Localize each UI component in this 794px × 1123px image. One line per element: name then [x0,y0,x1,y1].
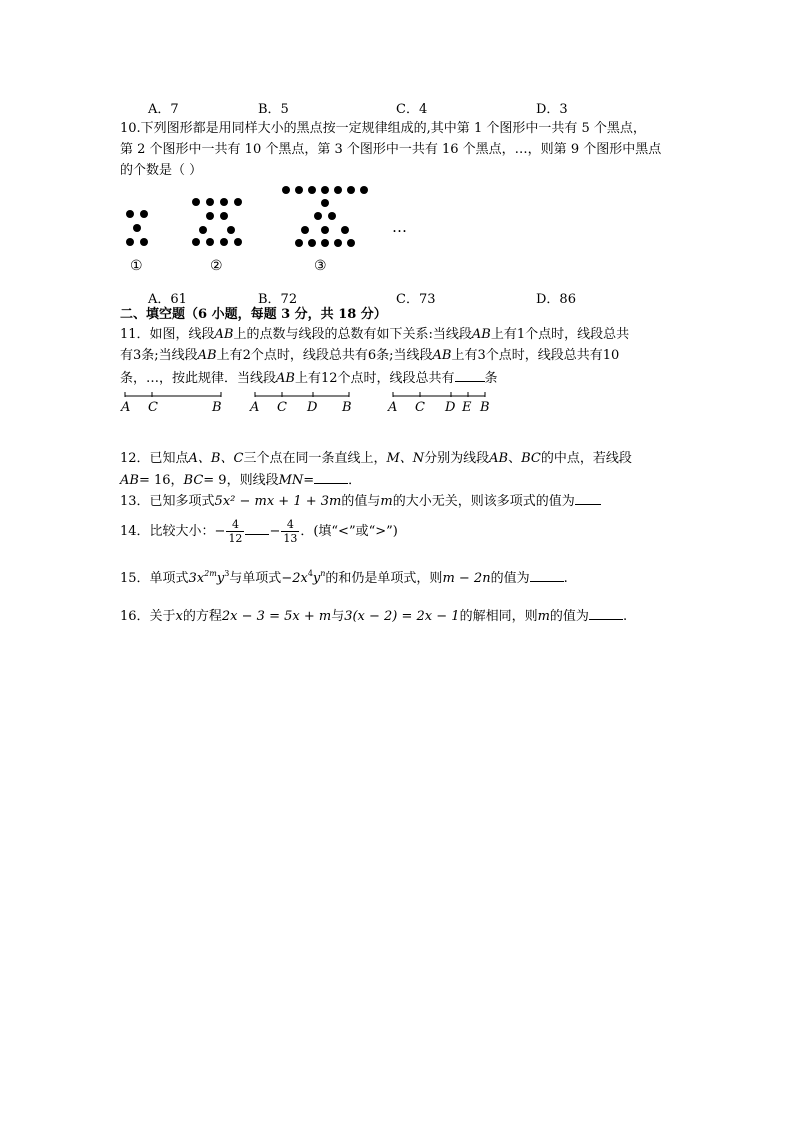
answer-blank[interactable] [455,368,485,382]
q12-text: 分别为线段 [424,451,490,466]
q10-option-c: C．73 [396,292,436,307]
dot [314,212,322,220]
q12-text: = 9，则线段 [203,473,279,488]
ellipsis: … [392,218,407,236]
q11-text: 有3条;当线段 [120,348,198,363]
dot [220,238,228,246]
answer-blank[interactable] [245,521,269,535]
q15-text: 与单项式 [229,571,282,586]
q11-line3 [120,368,680,387]
q15-text: 的值为 [490,571,530,586]
dot [206,238,214,246]
dot [347,186,355,194]
q11-text: 上的点数与线段的总数有如下关系:当线段 [233,327,472,342]
dot-figure-2 [192,198,248,250]
dot [133,224,141,232]
exponent: 2m [204,569,217,578]
dot [227,226,235,234]
dot [308,186,316,194]
q14-text: 14．比较大小：− [120,524,226,539]
q12-text: ． [348,473,362,488]
dot [347,239,355,247]
segment-ab: AB [432,348,452,363]
dot [234,238,242,246]
dot [308,239,316,247]
point-label: C [148,400,158,415]
segment-ab: AB [276,371,295,386]
dot-figure-3 [282,186,366,250]
point-label: A [121,400,131,415]
point-label: D [445,400,456,415]
fraction-4-13 [281,518,299,545]
figure-label-2: ② [210,258,223,274]
answer-blank[interactable] [530,568,564,582]
polynomial: 5x² − mx + 1 + 3m [214,494,342,509]
dot [140,238,148,246]
q13-text: 的值与 [341,494,381,509]
dot [301,226,309,234]
point-label: C [277,400,287,415]
exponent: n [320,569,326,578]
q10-option-b: B．72 [258,292,298,307]
dot [220,212,228,220]
points-mn: M、N [386,451,425,466]
points-abc: A、B、C [188,451,244,466]
q14-line [120,512,680,552]
q10-option-d: D．86 [536,292,576,307]
dot [282,186,290,194]
q10-option-a: A．61 [148,292,187,307]
q16-text: 的方程 [182,609,222,624]
numerator: 4 [281,518,299,532]
monomial-1: y [216,571,225,586]
point-label: D [307,400,318,415]
q12-text: = 16， [138,473,184,488]
monomial-2: −2x [281,571,308,586]
dot [192,238,200,246]
answer-blank[interactable] [314,470,348,484]
segment-ab: AB [197,348,217,363]
equation-2: 3(x − 2) = 2x − 1 [344,609,460,624]
dot [321,199,329,207]
equation-1: 2x − 3 = 5x + m [221,609,332,624]
q16-text: 的解相同，则 [459,609,538,624]
monomial-1: 3x [188,571,205,586]
q16-text: 16．关于 [120,609,176,624]
q11-text: 11．如图，线段 [120,327,215,342]
q13-text: 13．已知多项式 [120,494,215,509]
q11-text: 条 [484,371,498,386]
segment-ab: AB [489,451,509,466]
q12-text: = [303,473,315,488]
q16-text: 与 [331,609,345,624]
dot [206,212,214,220]
q16-text: 的值为 [549,609,589,624]
variable-m: m [380,494,393,509]
point-label: B [212,400,222,415]
denominator: 13 [283,532,298,545]
dot [360,186,368,194]
segment-bc: BC [521,451,541,466]
dot [295,239,303,247]
q13-text: 的大小无关，则该多项式的值为 [392,494,575,509]
q10-line3: 的个数是（ ） [120,163,203,178]
exponent: 4 [307,569,313,578]
q14-text: − [269,524,281,539]
denominator: 12 [228,532,243,545]
q12-text: 12．已知点 [120,451,189,466]
dot [328,212,336,220]
variable-x: x [175,609,183,624]
segment-ab: AB [120,473,139,488]
dot [321,186,329,194]
dot [199,226,207,234]
point-label: C [415,400,425,415]
q10-line1: 10.下列图形都是用同样大小的黑点按一定规律组成的,其中第 1 个图形中一共有 5 个黑点， [120,121,646,136]
dot [295,186,303,194]
numerator: 4 [226,518,244,532]
q12-text: 的中点，若线段 [540,451,632,466]
q9-option-d: D．3 [536,102,568,117]
q12-line2 [120,470,680,489]
dot [234,198,242,206]
q11-line1 [120,326,680,343]
monomial-2: y [312,571,321,586]
q16-text: . [622,609,628,624]
dot [334,186,342,194]
q9-option-c: C．4 [396,102,428,117]
fraction-4-12 [226,518,244,545]
q12-text: 三个点在同一条直线上， [243,451,387,466]
dot [341,226,349,234]
dot [321,226,329,234]
variable-m: m [537,609,550,624]
q11-text: 上有2个点时，线段总共有6条;当线段 [216,348,433,363]
exponent: 3 [224,569,230,578]
figure-label-1: ① [130,258,143,274]
segment-ab: AB [471,327,491,342]
dot [192,198,200,206]
dot [140,210,148,218]
q13-line [120,491,680,510]
point-label: E [462,400,472,415]
q11-line2 [120,347,680,364]
answer-blank[interactable] [589,606,623,620]
section-title: 二、填空题（6 小题，每题 3 分，共 18 分） [120,307,387,322]
q11-text: 上有12个点时，线段总共有 [294,371,455,386]
dot [334,239,342,247]
q12-text: 、 [508,451,522,466]
segment-ab: AB [214,327,234,342]
q16-line [120,606,680,625]
q10-line2: 第 2 个图形中一共有 10 个黑点，第 3 个图形中一共有 16 个黑点，…，则第 9 个图形中黑点 [120,142,662,157]
q9-option-b: B．5 [258,102,289,117]
point-label: B [480,400,490,415]
dot [321,239,329,247]
q15-text: 15．单项式 [120,571,189,586]
q15-text: 的和仍是单项式，则 [325,571,443,586]
point-label: A [250,400,260,415]
q15-line [120,565,680,587]
q14-text: ．(填“<”或“>”) [300,524,398,539]
dot [206,198,214,206]
q15-text: . [563,571,568,586]
q9-option-a: A．7 [148,102,179,117]
segment-bc: BC [183,473,204,488]
point-label: B [342,400,352,415]
dot [220,198,228,206]
point-label: A [388,400,398,415]
figure-label-3: ③ [314,258,327,274]
q11-text: 上有1个点时，线段总共 [490,327,630,342]
dot-figure-1 [124,210,154,250]
segment-mn: MN [278,473,304,488]
expression: m − 2n [442,571,491,586]
q12-line1 [120,450,680,467]
dot [126,238,134,246]
answer-blank[interactable] [575,491,601,505]
q11-text: 条，…，按此规律．当线段 [120,371,277,386]
q11-text: 上有3个点时，线段总共有10 [451,348,620,363]
dot [126,210,134,218]
